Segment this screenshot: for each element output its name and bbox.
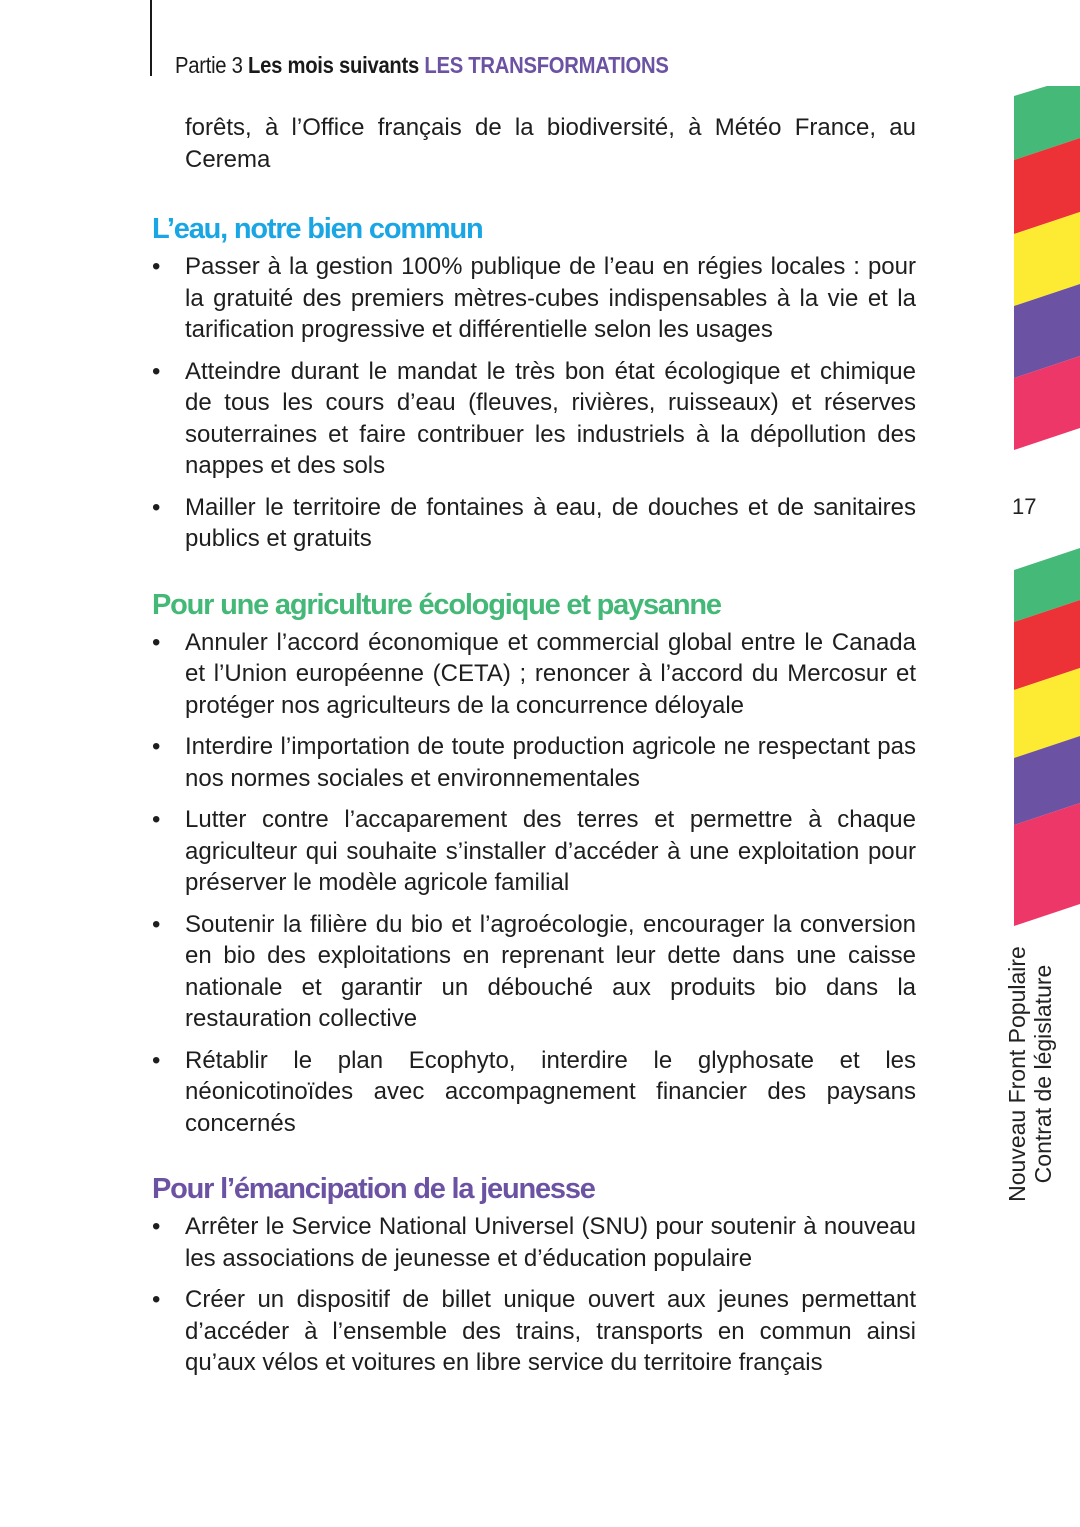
list-item: • Créer un dispositif de billet unique ouvert aux jeunes permettant d’accéder à l’ensemble des trains, transports en commun ainsi qu’aux vélos et voitures en libre service du territoire français — [152, 1286, 916, 1376]
section-heading-agriculture: Pour une agriculture écologique et paysanne — [152, 588, 721, 621]
bullet-icon: • — [152, 910, 161, 938]
header-title: LES TRANSFORMATIONS — [424, 52, 669, 78]
list-item: • Rétablir le plan Ecophyto, interdire le glyphosate et les néonicotinoïdes avec accompagnement financier des paysans concernés — [152, 1046, 916, 1137]
bullet-icon: • — [152, 1046, 161, 1074]
bullet-icon: • — [152, 253, 161, 280]
color-stripes-top — [1014, 86, 1080, 454]
header-part: Partie 3 — [175, 52, 243, 78]
sidebar-document-title — [1004, 924, 1056, 1224]
list-item: • Lutter contre l’accaparement des terres et permettre à chaque agriculteur qui souhaite s’installer d’accéder à une exploitation pour préserver le modèle agricole familial — [152, 806, 916, 896]
list-item: • Interdire l’importation de toute production agricole ne respectant pas nos normes sociales et environnementales — [152, 733, 916, 792]
sidebar-line-1: Nouveau Front Populaire — [1004, 946, 1030, 1202]
section-heading-youth: Pour l’émancipation de la jeunesse — [152, 1173, 595, 1205]
bullet-icon: • — [152, 806, 161, 833]
list-item: • Arrêter le Service National Universel (SNU) pour soutenir à nouveau les associations de jeunesse et d’éducation populaire — [152, 1213, 916, 1272]
bullet-icon: • — [152, 493, 161, 521]
color-stripes-bottom — [1014, 548, 1080, 930]
header-divider-line — [150, 0, 152, 76]
bullet-icon: • — [152, 733, 161, 760]
bullet-list-youth — [152, 1211, 916, 1379]
section-agriculture — [152, 585, 916, 1140]
list-item: • Passer à la gestion 100% publique de l’eau en régies locales : pour la gratuité des premiers mètres-cubes indispensables à la vie et la tarification progressive et différentielle selon les usages — [152, 253, 916, 343]
bullet-icon: • — [152, 628, 161, 656]
section-heading-water: L’eau, notre bien commun — [152, 213, 483, 245]
bullet-icon: • — [152, 1286, 161, 1313]
list-item: • Soutenir la filière du bio et l’agroécologie, encourager la conversion en bio des exploitations en reprenant leur dette dans une caisse nationale et garantir un débouché aux produits bio dans la restauration collective — [152, 910, 916, 1032]
header-section: Les mois suivants — [248, 52, 420, 78]
bullet-icon: • — [152, 357, 161, 385]
list-item: • Atteindre durant le mandat le très bon état écologique et chimique de tous les cours d’eau (fleuves, rivières, ruisseaux) et réserves souterraines et faire contribuer les industriels à la dépollution des nappes et des sols — [152, 357, 916, 479]
bullet-list-water — [152, 251, 916, 555]
page-header — [175, 52, 669, 79]
section-youth — [152, 1169, 916, 1379]
sidebar-line-2: Contrat de législature — [1030, 964, 1056, 1184]
list-item: • Mailler le territoire de fontaines à eau, de douches et de sanitaires publics et gratuits — [152, 493, 916, 552]
section-water — [152, 209, 916, 555]
page-number: 17 — [1012, 494, 1037, 519]
main-content — [152, 112, 916, 1389]
intro-paragraph: forêts, à l’Office français de la biodiversité, à Météo France, au Cerema — [185, 114, 916, 173]
bullet-icon: • — [152, 1213, 161, 1240]
bullet-list-agriculture — [152, 627, 916, 1140]
list-item: • Annuler l’accord économique et commercial global entre le Canada et l’Union européenne (CETA) ; renoncer à l’accord du Mercosur et protéger nos agriculteurs de la concurrence déloyale — [152, 628, 916, 719]
